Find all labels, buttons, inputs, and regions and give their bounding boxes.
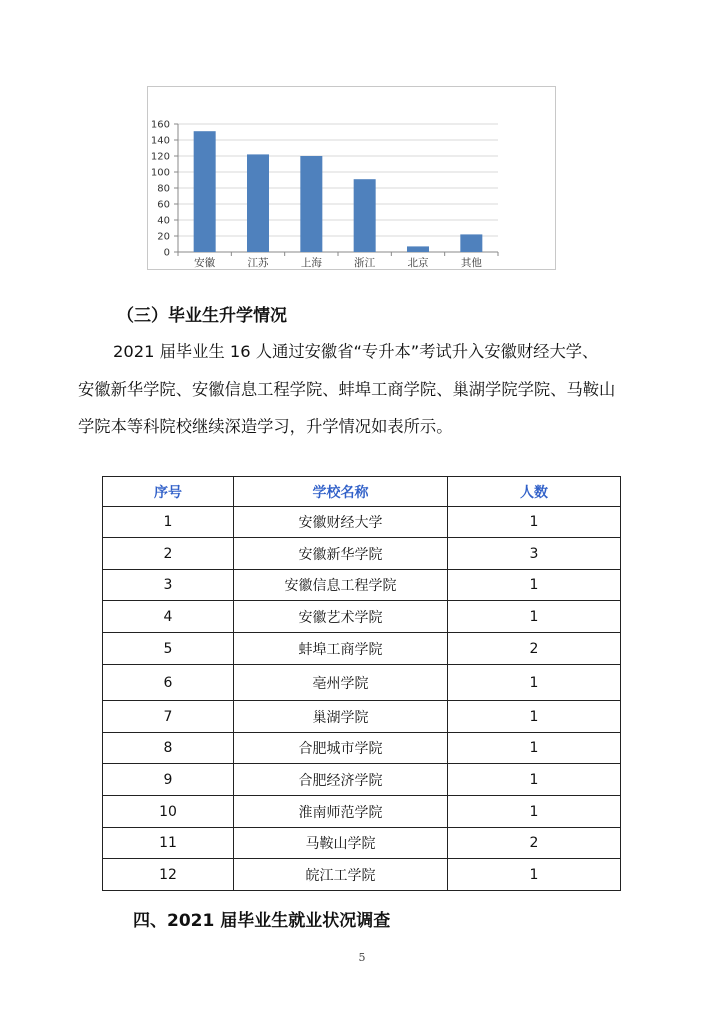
- x-tick-label: 浙江: [354, 257, 376, 269]
- cell-school-name: 马鞍山学院: [234, 828, 448, 859]
- employment-region-bar-chart: [147, 86, 556, 270]
- table-row: [103, 570, 621, 601]
- page-number: 5: [358, 951, 366, 964]
- x-tick-label: 北京: [407, 257, 429, 269]
- x-tick-label: 安徽: [194, 257, 216, 269]
- bar-浙江: [354, 179, 376, 252]
- cell-school-name: 皖江工学院: [234, 859, 448, 891]
- cell-index: 5: [103, 633, 234, 665]
- x-tick-label: 江苏: [247, 257, 269, 269]
- cell-school-name: 安徽财经大学: [234, 507, 448, 538]
- cell-index: 4: [103, 601, 234, 633]
- cell-index: 6: [103, 665, 234, 701]
- y-tick-label: 160: [150, 119, 170, 131]
- cell-count: 1: [448, 733, 621, 764]
- table-row: [103, 764, 621, 796]
- y-tick-label: 140: [150, 135, 170, 147]
- cell-count: 2: [448, 828, 621, 859]
- cell-count: 1: [448, 665, 621, 701]
- further-study-table: [102, 476, 621, 891]
- table-row: [103, 859, 621, 891]
- cell-index: 9: [103, 764, 234, 796]
- chart-svg: [148, 87, 557, 271]
- y-tick-label: 20: [157, 231, 170, 243]
- cell-index: 11: [103, 828, 234, 859]
- y-tick-label: 80: [157, 183, 170, 195]
- bar-江苏: [247, 154, 269, 252]
- paragraph-line-2: 安徽新华学院、安徽信息工程学院、蚌埠工商学院、巢湖学院学院、马鞍山: [78, 380, 616, 399]
- cell-count: 1: [448, 507, 621, 538]
- y-tick-label: 40: [157, 215, 170, 227]
- table-row: [103, 601, 621, 633]
- paragraph-line-1-text: 2021 届毕业生 16 人通过安徽省“专升本”考试升入安徽财经大学、: [113, 342, 599, 361]
- cell-index: 7: [103, 701, 234, 733]
- y-tick-label: 0: [163, 247, 170, 259]
- cell-index: 10: [103, 796, 234, 828]
- cell-school-name: 蚌埠工商学院: [234, 633, 448, 665]
- cell-count: 1: [448, 859, 621, 891]
- table-row: [103, 633, 621, 665]
- x-tick-label: 上海: [300, 257, 322, 269]
- table-row: [103, 796, 621, 828]
- table-row: [103, 507, 621, 538]
- paragraph-line-3: 学院本等科院校继续深造学习，升学情况如表所示。: [78, 417, 453, 436]
- cell-school-name: 巢湖学院: [234, 701, 448, 733]
- cell-count: 1: [448, 701, 621, 733]
- cell-index: 3: [103, 570, 234, 601]
- table-row: [103, 828, 621, 859]
- cell-count: 2: [448, 633, 621, 665]
- y-tick-label: 100: [150, 167, 170, 179]
- table-row: [103, 665, 621, 701]
- y-tick-label: 120: [150, 151, 170, 163]
- bar-其他: [460, 234, 482, 252]
- cell-index: 8: [103, 733, 234, 764]
- x-tick-label: 其他: [460, 257, 482, 269]
- cell-index: 12: [103, 859, 234, 891]
- cell-school-name: 亳州学院: [234, 665, 448, 701]
- cell-index: 2: [103, 538, 234, 570]
- header-school-name: 学校名称: [234, 477, 448, 507]
- header-count: 人数: [448, 477, 621, 507]
- y-tick-label: 60: [157, 199, 170, 211]
- cell-school-name: 合肥经济学院: [234, 764, 448, 796]
- table-body: [103, 507, 621, 891]
- header-index: 序号: [103, 477, 234, 507]
- bar-北京: [407, 246, 429, 252]
- cell-count: 1: [448, 601, 621, 633]
- section-3-heading: （三）毕业生升学情况: [117, 306, 287, 326]
- table-row: [103, 538, 621, 570]
- cell-school-name: 安徽新华学院: [234, 538, 448, 570]
- cell-index: 1: [103, 507, 234, 538]
- table-row: [103, 701, 621, 733]
- bar-安徽: [194, 131, 216, 252]
- cell-count: 1: [448, 796, 621, 828]
- section-4-heading: 四、2021 届毕业生就业状况调查: [133, 911, 391, 931]
- cell-school-name: 安徽信息工程学院: [234, 570, 448, 601]
- table-row: [103, 733, 621, 764]
- cell-school-name: 淮南师范学院: [234, 796, 448, 828]
- cell-school-name: 安徽艺术学院: [234, 601, 448, 633]
- bar-上海: [300, 156, 322, 252]
- cell-count: 1: [448, 764, 621, 796]
- table-header-row: [103, 477, 621, 507]
- paragraph-line-1: [78, 341, 598, 363]
- cell-count: 1: [448, 570, 621, 601]
- cell-school-name: 合肥城市学院: [234, 733, 448, 764]
- cell-count: 3: [448, 538, 621, 570]
